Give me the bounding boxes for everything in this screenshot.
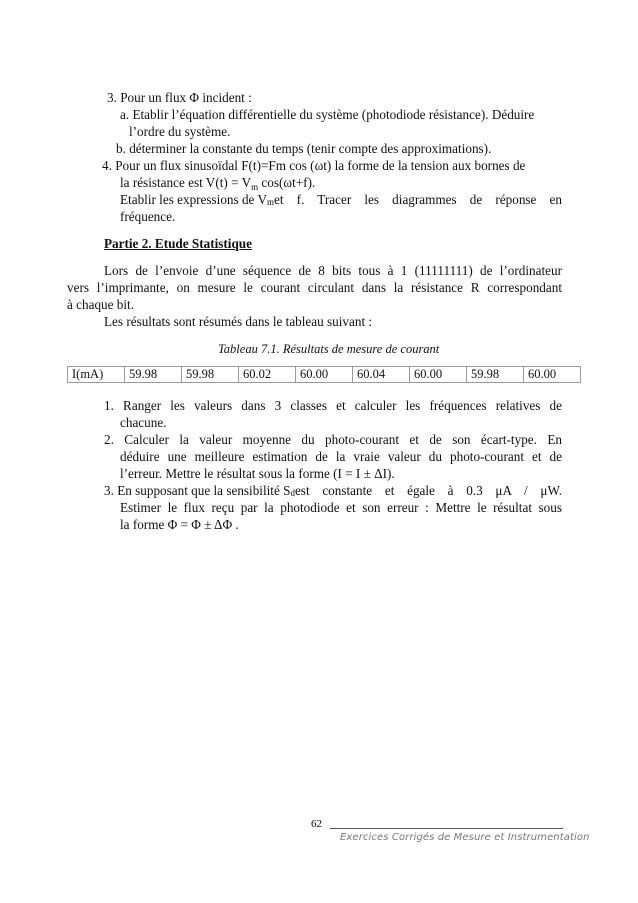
table-row — [68, 367, 581, 383]
table-cell: 59.98 — [467, 367, 524, 383]
table-header-cell: I(mA) — [68, 367, 125, 383]
q4-line1: 4. Pour un flux sinusoïdal F(t)=Fm cos (ωt) la forme de la tension aux bornes de — [102, 158, 526, 173]
footer-rule — [330, 828, 563, 829]
question2-line1: 2. Calculer la valeur moyenne du photo-courant et de son écart-type. En — [104, 432, 562, 447]
q4-line3-tail: et f. Tracer les diagrammes de réponse en — [274, 192, 562, 207]
table-cell: 60.00 — [524, 367, 581, 383]
q3a-line2: l’ordre du système. — [129, 124, 231, 139]
partie2-title: Partie 2. Etude Statistique — [104, 236, 252, 251]
question3-text: 3. En supposant que la sensibilité S — [104, 483, 291, 498]
question3-line2: Estimer le flux reçu par la photodiode et son erreur : Mettre le résultat sous — [120, 500, 562, 515]
q4-line3-text: Etablir les expressions de V — [120, 192, 267, 207]
question1-line2: chacune. — [120, 415, 167, 430]
table-cell: 59.98 — [182, 367, 239, 383]
question2-line2: déduire une meilleure estimation de la vraie valeur du photo-courant et de — [120, 449, 562, 464]
partie2-para-line1: Lors de l’envoie d’une séquence de 8 bits tous à 1 (11111111) de l’ordinateur — [104, 263, 562, 278]
q4-line2-tail: cos(ωt+f). — [258, 175, 316, 190]
question3-sub: d — [290, 488, 295, 498]
q3-title: 3. Pour un flux Φ incident : — [107, 90, 252, 105]
table-cell: 60.02 — [239, 367, 296, 383]
table-cell: 60.00 — [296, 367, 353, 383]
question1-line1: 1. Ranger les valeurs dans 3 classes et calculer les fréquences relatives de — [104, 398, 562, 413]
question2-line3: l’erreur. Mettre le résultat sous la forme (I = I ± ΔI). — [120, 466, 395, 481]
table-caption: Tableau 7.1. Résultats de mesure de courant — [218, 342, 440, 356]
q4-line4: fréquence. — [120, 209, 176, 224]
q3b-line: b. déterminer la constante du temps (tenir compte des approximations). — [116, 141, 492, 156]
q3a-line1: a. Etablir l’équation différentielle du système (photodiode résistance). Déduire — [120, 107, 535, 122]
table-cell: 60.00 — [410, 367, 467, 383]
question3-line3: la forme Φ = Φ ± ΔΦ . — [120, 517, 239, 532]
table-cell: 59.98 — [125, 367, 182, 383]
q4-line3 — [120, 191, 562, 208]
question3-tail: est constante et égale à 0.3 μA / μW. — [294, 483, 562, 498]
q4-line2-sub: m — [251, 182, 259, 192]
question3-line1 — [104, 482, 562, 499]
q4-line2-text: la résistance est V(t) = V — [120, 175, 252, 190]
table-cell: 60.04 — [353, 367, 410, 383]
measurement-table — [67, 366, 581, 383]
q4-line3-sub: m — [267, 197, 275, 207]
partie2-para-line2: vers l’imprimante, on mesure le courant circulant dans la résistance R correspondant — [67, 280, 562, 295]
partie2-para-line3: à chaque bit. — [67, 297, 135, 312]
partie2-para-line4: Les résultats sont résumés dans le tableau suivant : — [104, 314, 373, 329]
page-number: 62 — [311, 818, 322, 830]
footer-book-title: Exercices Corrigés de Mesure et Instrumentation — [340, 832, 590, 843]
